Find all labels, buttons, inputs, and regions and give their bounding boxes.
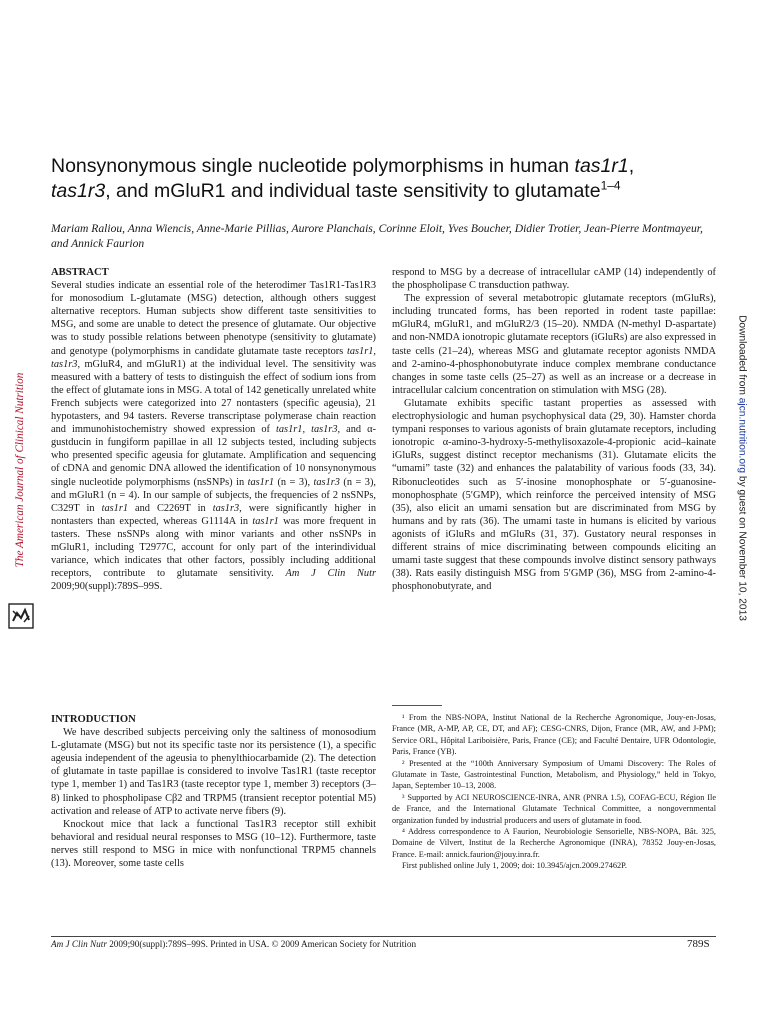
page-number: 789S [687,938,710,950]
article-title [51,154,711,204]
download-suffix: by guest on November 10, 2013 [736,473,748,621]
footnotes [392,712,716,872]
footnote: ⁴ Address correspondence to A Faurion, Neurobiologie Sensorielle, NBS-NOPA, Bât. 325, Domaine de Vilvert, Institut de la Recherche Agronomique (INRA), 78352 Jouy-en-Josas, France. E-mail: annick.faurion@jouy.inra.fr. [392,827,716,859]
download-notice [737,315,748,621]
body-paragraph: Glutamate exhibits specific tastant properties as assessed with electrophysiologic and human psychophysical data (29, 30). Hamster chorda tympani responses to various agonists of brain glutamate receptors, including ionotropic α-amino-3-hydroxy-5-methylisoxazole-4-propionic acid–kainate iGluRs, suggest distinct receptor mechanisms (31). Glutamate elicits the “umami” taste (32) and enhances the palatability of various foods (33, 34). Ribonucleotides such as 5′-inosine monophosphate or 5′-guanosine-monophosphate (5′GMP), which reinforce the perceived intensity of MSG (35), also elicit an umami sensation but are discriminated from MSG by humans and by rats (36). The umami taste in humans is elicited by various agonists of iGluRs and mGluRs (31, 37). Gustatory neural responses in different strains of mice discriminating between compounds eliciting an umami taste suggest that these compounds involve distinct sensory pathways (38). Rats easily distinguish MSG from 5′GMP (36), MSG from 2-amino-4-phosphonobutyrate, and [392,397,716,593]
abstract-citation-journal: Am J Clin Nutr [285,568,376,580]
download-link[interactable]: ajcn.nutrition.org [736,397,748,474]
footer-text: 2009;90(suppl):789S–99S. Printed in USA. © 2009 American Society for Nutrition [106,939,417,949]
body-paragraph: The expression of several metabotropic glutamate receptors (mGluRs), including truncated forms, has been reported in rodent taste papillae: mGluR4, mGluR1, and mGluR2/3 (15–20). NMDA (N-methyl D-aspartate) and non-NMDA ionotropic glutamate receptors (iGluRs) are also expressed in taste cells (21–24), whereas MSG and glutamate receptor agonists NMDA and 2-amino-4-phosphonobutyrate induce complex membrane conductance changes in some taste cells (25–27) as well as an increase or a decrease in intracellular calcium concentration on stimulation with MSG (28). [392,293,716,396]
title-footnote-marker: 1–4 [600,178,621,193]
journal-side-title: The American Journal of Clinical Nutrition [14,372,26,568]
journal-logo-icon [8,603,34,629]
footer-divider [51,936,716,937]
abstract-heading: ABSTRACT [51,267,109,278]
body-paragraph: respond to MSG by a decrease of intracellular cAMP (14) independently of the phospholipase C transduction pathway. [392,267,716,292]
footer-citation [51,939,416,949]
footer-journal: Am J Clin Nutr [51,939,107,949]
footnote-divider [392,705,442,706]
author-list: Mariam Raliou, Anna Wiencis, Anne-Marie Pillias, Aurore Planchais, Corinne Eloit, Yves Boucher, Didier Trotier, Jean-Pierre Montmayeur, and Annick Faurion [51,222,703,250]
footnote: ² Presented at the “100th Anniversary Symposium of Umami Discovery: The Roles of Glutamate in Taste, Gastrointestinal Function, Metabolism, and Physiology,” held in Tokyo, Japan, September 10–13, 2008. [392,758,716,791]
introduction-section [51,713,376,870]
intro-paragraph: We have described subjects perceiving only the saltiness of monosodium L-glutamate (MSG) but not its specific taste nor its persistence (1), a specific ageusia independent of the ageusia to phenylthiocarbamide (2). The detection of glutamate in taste papillae is considered to involve Tas1R1 (taste receptor type 1, member 1) and Tas1R3 (taste receptor type 1, member 3) receptors (3–8) linked to phospholipase Cβ2 and TRPM5 (transient receptor potential M5) activation and release of ATP to activate nerve fibers (9). [51,727,376,817]
abstract-citation: 2009;90(suppl):789S–99S. [51,581,163,593]
publication-info: First published online July 1, 2009; doi: 10.3945/ajcn.2009.27462P. [402,861,627,871]
title-text: Nonsynonymous single nucleotide polymorphisms in human [51,155,575,177]
title-gene-tas1r1: tas1r1 [574,155,629,177]
intro-paragraph: Knockout mice that lack a functional Tas1R3 receptor still exhibit behavioral and residual neural responses to MSG (10–12). Furthermore, taste nerves still respond to MSG in mice with nonfunctional TRPM5 channels (13). Moreover, some taste cells [51,818,376,870]
introduction-heading: INTRODUCTION [51,714,136,725]
download-prefix: Downloaded from [736,315,748,398]
title-gene-tas1r3: tas1r3 [51,180,106,202]
abstract-section [51,266,376,593]
abstract-body: Several studies indicate an essential role of the heterodimer Tas1R1-Tas1R3 for monosodium L-glutamate (MSG) detection, although others suggest alternative receptors. Human subjects show different taste sensitivities to MSG, and some are unable to detect the presence of glutamate. Our objective was to study possible relations between phenotype (sensitivity to glutamate) and genotype (polymorphisms in candidate glutamate taste receptors tas1r1, tas1r3, mGluR4, and mGluR1) at the individual level. The sensitivity was measured with a battery of tests to distinguish the effect of sodium ions from the effect of glutamate ions in MSG. A total of 142 genetically unrelated white French subjects were categorized into 27 nontasters (specific ageusia), 21 hypotasters, and 94 tasters. Reverse transcriptase polymerase chain reaction and immunohistochemistry showed expression of tas1r1, tas1r3, and α-gustducin in fungiform papillae in all 12 subjects tested, including subjects who presented specific ageusia for glutamate. Amplification and sequencing of cDNA and genomic DNA allowed the identification of 10 nonsynonymous single nucleotide polymorphisms (nsSNPs) in tas1r1 (n = 3), tas1r3 (n = 3), and mGluR1 (n = 4). In our sample of subjects, the frequencies of 2 nsSNPs, C329T in tas1r1 and C2269T in tas1r3, were significantly higher in nontasters than expected, whereas G1114A in tas1r1 was more frequent in tasters. These nsSNPs along with minor variants and other nsSNPs in mGluR1, including T2977C, account for only part of the interindividual variance, which indicates that other factors, possibly including additional receptors, contribute to glutamate sensitivity. Am J Clin Nutr 2009;90(suppl):789S–99S. [51,280,376,593]
title-comma: , [628,155,635,177]
footnote: ¹ From the NBS-NOPA, Institut National de la Recherche Agronomique, Jouy-en-Josas, France (MR, A-MP, AP, CE, DT, and AF); CESG-CNRS, Dijon, France (MR, AW, and J-PM); Service ORL, Hôpital Lariboisière, Paris, France (CE); and Faculté Dentaire, UFR Odontologie, Paris, France (YB). [392,713,716,757]
footnote: ³ Supported by ACI NEUROSCIENCE-INRA, ANR (PNRA 1.5), COFAG-ECU, Région Ile de France, and the International Glutamate Technical Committee, a nongovernmental organization funded by industrial producers and users of glutamate in food. [392,792,716,825]
body-text-right [392,266,716,593]
title-text-2: , and mGluR1 and individual taste sensitivity to glutamate [105,180,601,202]
